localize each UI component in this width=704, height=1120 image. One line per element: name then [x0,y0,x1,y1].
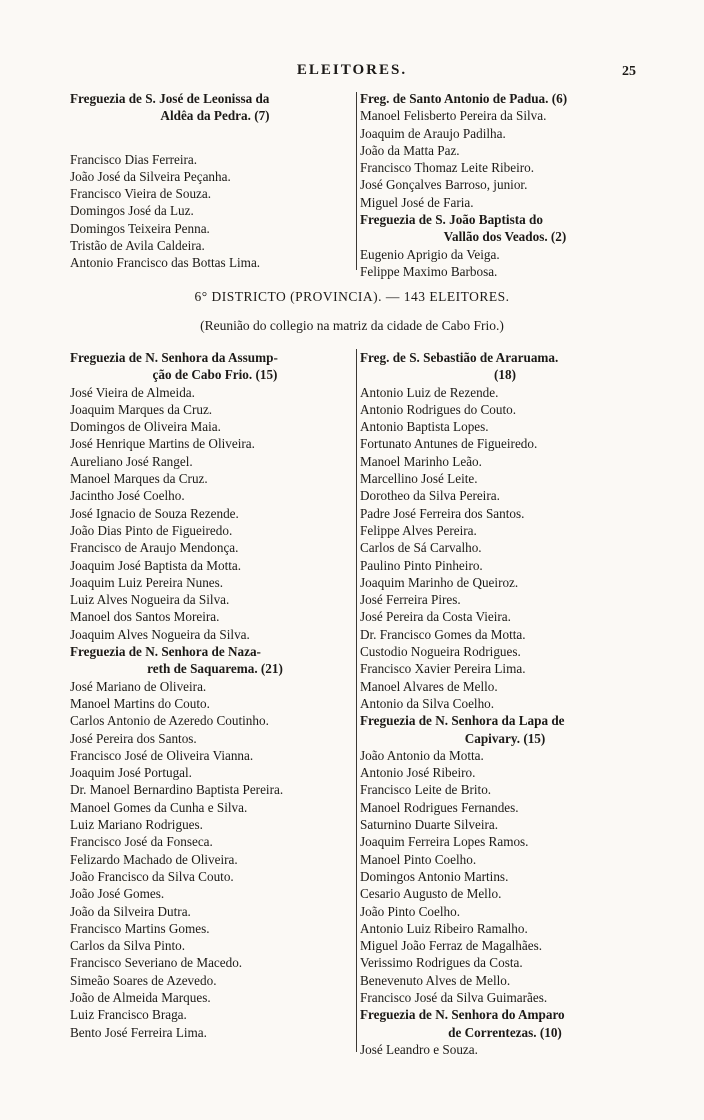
elector-name: Domingos de Oliveira Maia. [70,419,221,435]
elector-name: Joaquim Marinho de Queiroz. [360,574,519,590]
elector-name: Fortunato Antunes de Figueiredo. [360,436,538,452]
elector-name: Domingos José da Luz. [70,203,194,219]
elector-name: João de Almeida Marques. [70,989,211,1005]
elector-name: José Pereira dos Santos. [70,730,197,746]
elector-name: João Francisco da Silva Couto. [70,868,234,884]
elector-name: Manoel Felisberto Pereira da Silva. [360,108,547,124]
elector-name: Aureliano José Rangel. [70,453,193,469]
elector-name: Domingos Antonio Martins. [360,868,509,884]
elector-name: João Dias Pinto de Figueiredo. [70,522,233,538]
elector-list [360,107,650,211]
elector-name: Francisco Martins Gomes. [70,920,210,936]
elector-name: João José Gomes. [70,886,165,902]
elector-name: João da Silveira Dutra. [70,903,191,919]
elector-name: Francisco Dias Ferreira. [70,151,198,167]
elector-name: Manoel Marinho Leão. [360,453,482,469]
elector-name: Francisco Vieira de Souza. [70,186,212,202]
elector-name: Luiz Francisco Braga. [70,1007,187,1023]
elector-name: Francisco Leite de Brito. [360,782,492,798]
elector-name: Antonio Luiz de Rezende. [360,384,499,400]
bottom-right-column [360,349,650,1058]
elector-name: Carlos de Sá Carvalho. [360,540,482,556]
elector-list [360,384,650,713]
elector-name: Francisco Thomaz Leite Ribeiro. [360,160,535,176]
parish-heading: Freg. de Santo Antonio de Padua. (6) [360,91,568,106]
parish-heading: de Correntezas. (10) [448,1024,562,1040]
elector-name: Saturnino Duarte Silveira. [360,817,499,833]
elector-name: João da Matta Paz. [360,142,460,158]
elector-name: Francisco de Araujo Mendonça. [70,540,239,556]
elector-name: Joaquim Marques da Cruz. [70,401,213,417]
elector-list [70,384,360,643]
elector-name: Eugenio Aprigio da Veiga. [360,246,500,262]
parish-heading: Vallão dos Veados. (2) [443,229,567,245]
top-left-column [70,90,360,272]
elector-name: Jacintho José Coelho. [70,488,185,504]
elector-name: Manoel Rodrigues Fernandes. [360,799,519,815]
parish-heading: reth de Saquarema. (21) [147,661,283,677]
elector-name: Paulino Pinto Pinheiro. [360,557,483,573]
elector-name: Francisco Xavier Pereira Lima. [360,661,526,677]
elector-name: Marcellino José Leite. [360,471,478,487]
elector-name: Cesario Augusto de Mello. [360,886,502,902]
elector-name: Manoel Gomes da Cunha e Silva. [70,799,248,815]
top-right-column [360,90,650,280]
elector-name: Francisco Severiano de Macedo. [70,955,243,971]
elector-list [360,747,650,1006]
elector-list [360,1041,650,1058]
elector-name: Padre José Ferreira dos Santos. [360,505,525,521]
elector-name: Antonio Baptista Lopes. [360,419,489,435]
parish-heading: Freguezia de N. Senhora da Assump- [70,350,278,365]
parish-heading: Freguezia de N. Senhora do Amparo [360,1007,565,1023]
elector-name: José Ignacio de Souza Rezende. [70,505,239,521]
elector-name: Antonio Francisco das Bottas Lima. [70,255,261,271]
parish-heading: Freguezia de N. Senhora da Lapa de [360,713,565,729]
elector-name: José Gonçalves Barroso, junior. [360,177,528,193]
parish-heading: (18) [494,367,516,383]
elector-name: João Antonio da Motta. [360,747,484,763]
elector-name: Antonio José Ribeiro. [360,765,476,781]
parish-heading: Freguezia de S. João Baptista do [360,212,543,228]
elector-name: João José da Silveira Peçanha. [70,168,231,184]
elector-name: Joaquim José Portugal. [70,765,192,781]
parish-heading: Freg. de S. Sebastião de Araruama. [360,350,559,365]
elector-name: Manoel Marques da Cruz. [70,471,208,487]
district-title: 6° DISTRICTO (PROVINCIA). — 143 ELEITORES. [194,289,510,304]
page-number: 25 [622,64,636,79]
parish-heading: Aldêa da Pedra. (7) [160,108,270,124]
elector-name: Dorotheo da Silva Pereira. [360,488,500,504]
elector-name: Custodio Nogueira Rodrigues. [360,644,521,660]
elector-name: Antonio Luiz Ribeiro Ramalho. [360,920,528,936]
elector-name: José Vieira de Almeida. [70,384,195,400]
page-header-title: ELEITORES. [296,62,408,78]
elector-name: Carlos da Silva Pinto. [70,938,186,954]
parish-heading: ção de Cabo Frio. (15) [152,367,278,383]
elector-name: Francisco José de Oliveira Vianna. [70,747,254,763]
elector-name: José Henrique Martins de Oliveira. [70,436,255,452]
elector-name: Joaquim Alves Nogueira da Silva. [70,626,250,642]
parish-heading: Capivary. (15) [464,730,546,746]
elector-name: Tristão de Avila Caldeira. [70,238,205,254]
elector-list [70,151,360,272]
elector-name: Miguel João Ferraz de Magalhães. [360,938,542,954]
elector-name: Francisco José da Fonseca. [70,834,213,850]
elector-list [70,678,360,1041]
elector-name: Dr. Francisco Gomes da Motta. [360,626,526,642]
elector-name: Manoel Alvares de Mello. [360,678,498,694]
elector-name: José Pereira da Costa Vieira. [360,609,511,625]
elector-name: Felizardo Machado de Oliveira. [70,851,238,867]
elector-name: José Leandro e Souza. [360,1041,478,1057]
elector-name: Joaquim Ferreira Lopes Ramos. [360,834,529,850]
spacer [70,125,360,151]
elector-name: Joaquim Luiz Pereira Nunes. [70,574,224,590]
elector-name: Carlos Antonio de Azeredo Coutinho. [70,713,269,729]
elector-name: Verissimo Rodrigues da Costa. [360,955,523,971]
parish-heading: Freguezia de N. Senhora de Naza- [70,644,261,660]
elector-name: Luiz Mariano Rodrigues. [70,817,203,833]
elector-name: Antonio da Silva Coelho. [360,695,495,711]
bottom-left-column [70,349,360,1041]
elector-name: Manoel Pinto Coelho. [360,851,477,867]
elector-name: Manoel Martins do Couto. [70,695,210,711]
elector-name: Miguel José de Faria. [360,194,474,210]
elector-name: Simeão Soares de Azevedo. [70,972,217,988]
elector-name: Manoel dos Santos Moreira. [70,609,220,625]
elector-name: João Pinto Coelho. [360,903,461,919]
elector-name: Luiz Alves Nogueira da Silva. [70,592,230,608]
elector-name: Domingos Teixeira Penna. [70,220,210,236]
elector-name: Benevenuto Alves de Mello. [360,972,511,988]
elector-name: Dr. Manoel Bernardino Baptista Pereira. [70,782,284,798]
elector-name: Joaquim de Araujo Padilha. [360,125,506,141]
parish-heading: Freguezia de S. José de Leonissa da [70,91,270,106]
elector-name: José Ferreira Pires. [360,592,461,608]
district-meeting-note: (Reunião do collegio na matriz da cidade de Cabo Frio.) [200,318,504,333]
elector-name: Francisco José da Silva Guimarães. [360,989,548,1005]
elector-name: Bento José Ferreira Lima. [70,1024,207,1040]
elector-name: Felippe Maximo Barbosa. [360,263,498,279]
elector-name: Joaquim José Baptista da Motta. [70,557,242,573]
elector-name: Felippe Alves Pereira. [360,522,477,538]
elector-name: José Mariano de Oliveira. [70,678,207,694]
elector-name: Antonio Rodrigues do Couto. [360,401,517,417]
elector-list [360,246,650,281]
